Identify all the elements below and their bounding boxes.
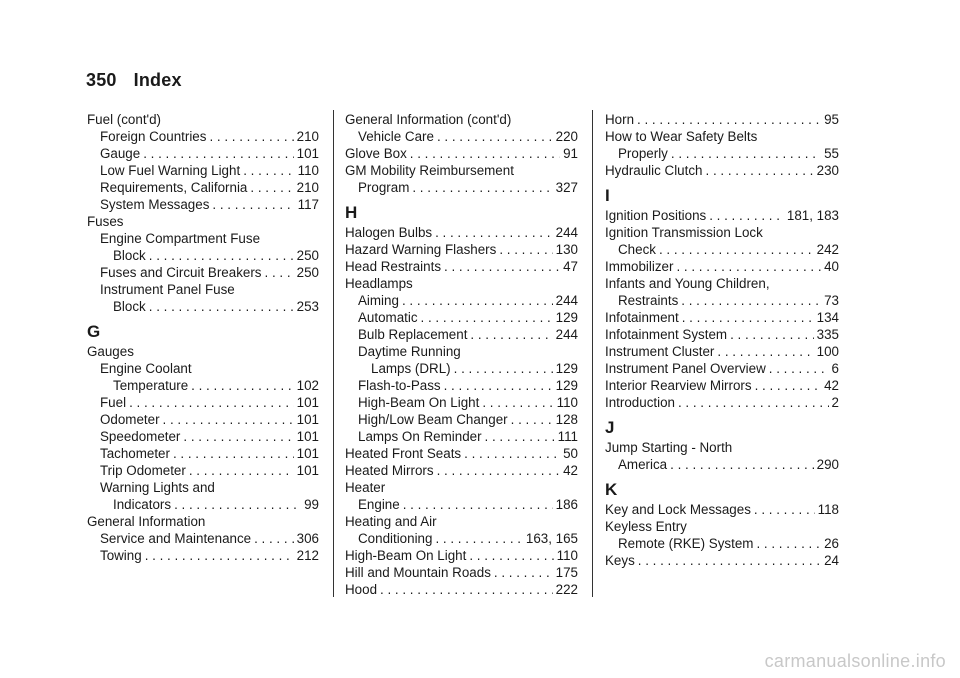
entry-term: Halogen Bulbs	[345, 225, 433, 240]
entry-term: Flash-to-Pass	[358, 378, 441, 393]
entry-term: Engine	[358, 497, 400, 512]
dot-leader	[243, 162, 294, 179]
entry-term: Foreign Countries	[100, 129, 207, 144]
dot-leader	[755, 377, 822, 394]
entry-term: Engine Compartment Fuse	[100, 231, 261, 246]
entry-term: Interior Rearview Mirrors	[605, 378, 752, 393]
index-entry	[605, 111, 839, 128]
entry-term: Hydraulic Clutch	[605, 163, 703, 178]
index-entry	[345, 162, 578, 179]
index-entry	[87, 281, 319, 298]
entry-term: Temperature	[113, 378, 189, 393]
index-entry	[345, 530, 578, 547]
dot-leader	[435, 530, 522, 547]
entry-page-ref: 102	[296, 378, 319, 393]
dot-leader	[676, 258, 821, 275]
dot-leader	[145, 547, 294, 564]
dot-leader	[444, 258, 560, 275]
dot-leader	[410, 145, 560, 162]
entry-term: Heating and Air	[345, 514, 437, 529]
index-entry	[605, 326, 839, 343]
index-entry	[345, 179, 578, 196]
dot-leader	[265, 264, 294, 281]
entry-term: Towing	[100, 548, 142, 563]
entry-page-ref: 101	[296, 412, 319, 427]
entry-page-ref: 335	[816, 327, 839, 342]
entry-term: Hill and Mountain Roads	[345, 565, 491, 580]
entry-term: Infotainment System	[605, 327, 728, 342]
index-entry	[345, 224, 578, 241]
index-entry	[87, 547, 319, 564]
entry-term: Instrument Cluster	[605, 344, 715, 359]
entry-term: Ignition Positions	[605, 208, 707, 223]
entry-term: Daytime Running	[358, 344, 461, 359]
entry-page-ref: 2	[831, 395, 839, 410]
index-entry	[605, 241, 839, 258]
entry-page-ref: 250	[296, 265, 319, 280]
index-entry	[605, 377, 839, 394]
index-entry	[87, 247, 319, 264]
dot-leader	[254, 530, 294, 547]
entry-term: Odometer	[100, 412, 160, 427]
entry-term: Keyless Entry	[605, 519, 687, 534]
entry-page-ref: 110	[556, 395, 578, 410]
entry-term: Hazard Warning Flashers	[345, 242, 497, 257]
entry-page-ref: 222	[555, 582, 578, 597]
dot-leader	[149, 247, 294, 264]
index-entry	[605, 394, 839, 411]
index-entry	[345, 513, 578, 530]
entry-page-ref: 117	[297, 197, 319, 212]
entry-term: Glove Box	[345, 146, 407, 161]
dot-leader	[174, 496, 301, 513]
entry-page-ref: 181, 183	[786, 208, 839, 223]
entry-page-ref: 6	[831, 361, 839, 376]
entry-term: Remote (RKE) System	[618, 536, 754, 551]
index-entry	[605, 292, 839, 309]
entry-term: Requirements, California	[100, 180, 248, 195]
index-column-3	[605, 111, 839, 569]
column-divider	[333, 110, 334, 597]
dot-leader	[511, 411, 553, 428]
entry-page-ref: 91	[563, 146, 578, 161]
entry-page-ref: 175	[555, 565, 578, 580]
index-entry	[87, 343, 319, 360]
dot-leader	[183, 428, 293, 445]
entry-term: Head Restraints	[345, 259, 442, 274]
entry-term: How to Wear Safety Belts	[605, 129, 758, 144]
index-entry	[87, 428, 319, 445]
dot-leader	[403, 496, 553, 513]
dot-leader	[769, 360, 829, 377]
entry-term: Check	[618, 242, 656, 257]
entry-term: Gauges	[87, 344, 134, 359]
entry-term: Tachometer	[100, 446, 170, 461]
entry-page-ref: 118	[817, 502, 839, 517]
entry-term: Infants and Young Children,	[605, 276, 770, 291]
index-entry	[87, 145, 319, 162]
entry-term: Speedometer	[100, 429, 181, 444]
entry-page-ref: 26	[824, 536, 839, 551]
index-entry	[345, 394, 578, 411]
entry-page-ref: 110	[556, 548, 578, 563]
section-letter: I	[605, 186, 610, 205]
index-entry	[345, 547, 578, 564]
entry-term: General Information	[87, 514, 206, 529]
entry-term: Fuel	[100, 395, 127, 410]
index-entry	[87, 479, 319, 496]
entry-term: Automatic	[358, 310, 418, 325]
entry-page-ref: 129	[555, 310, 578, 325]
entry-term: Fuel (cont'd)	[87, 112, 162, 127]
index-entry	[87, 264, 319, 281]
page-header	[86, 70, 182, 91]
entry-term: Engine Coolant	[100, 361, 192, 376]
index-entry	[87, 530, 319, 547]
index-entry	[345, 581, 578, 598]
index-entry	[605, 207, 839, 224]
entry-page-ref: 210	[296, 129, 319, 144]
dot-leader	[730, 326, 814, 343]
entry-term: Keys	[605, 553, 635, 568]
index-entry	[345, 479, 578, 496]
entry-page-ref: 111	[557, 429, 578, 444]
index-entry	[605, 439, 839, 456]
entry-term: Instrument Panel Fuse	[100, 282, 235, 297]
index-entry	[345, 564, 578, 581]
section-letter: K	[605, 480, 618, 499]
entry-page-ref: 99	[304, 497, 319, 512]
entry-term: Lamps On Reminder	[358, 429, 482, 444]
entry-term: Infotainment	[605, 310, 679, 325]
dot-leader	[435, 224, 553, 241]
entry-term: Warning Lights and	[100, 480, 215, 495]
entry-page-ref: 290	[816, 457, 839, 472]
entry-term: Aiming	[358, 293, 399, 308]
index-entry	[345, 496, 578, 513]
entry-term: Bulb Replacement	[358, 327, 468, 342]
entry-term: Immobilizer	[605, 259, 674, 274]
dot-leader	[678, 394, 829, 411]
dot-leader	[212, 196, 294, 213]
dot-leader	[444, 377, 553, 394]
entry-page-ref: 40	[824, 259, 839, 274]
index-entry	[345, 258, 578, 275]
index-entry	[87, 179, 319, 196]
dot-leader	[149, 298, 294, 315]
index-column-1	[87, 111, 319, 564]
dot-leader	[250, 179, 293, 196]
entry-page-ref: 129	[555, 361, 578, 376]
dot-leader	[756, 535, 821, 552]
index-entry	[345, 326, 578, 343]
entry-term: Indicators	[113, 497, 172, 512]
dot-leader	[173, 445, 294, 462]
entry-term: Properly	[618, 146, 668, 161]
entry-term: General Information (cont'd)	[345, 112, 512, 127]
dot-leader	[637, 111, 821, 128]
index-entry	[87, 213, 319, 230]
dot-leader	[482, 394, 553, 411]
page-title: Index	[133, 70, 182, 90]
index-entry	[605, 456, 839, 473]
dot-leader	[681, 292, 821, 309]
index-entry	[605, 258, 839, 275]
dot-leader	[470, 326, 552, 343]
entry-page-ref: 244	[555, 327, 578, 342]
index-entry	[605, 360, 839, 377]
index-entry	[87, 445, 319, 462]
entry-term: Headlamps	[345, 276, 413, 291]
index-entry	[605, 309, 839, 326]
section-letter: G	[87, 322, 101, 341]
dot-leader	[454, 360, 553, 377]
index-entry	[605, 552, 839, 569]
entry-term: Trip Odometer	[100, 463, 186, 478]
entry-term: Heated Mirrors	[345, 463, 434, 478]
entry-page-ref: 210	[296, 180, 319, 195]
index-entry	[87, 111, 319, 128]
page-number: 350	[86, 70, 117, 90]
index-entry	[345, 292, 578, 309]
watermark: carmanualsonline.info	[764, 651, 946, 671]
index-entry	[605, 145, 839, 162]
index-entry	[345, 275, 578, 292]
dot-leader	[412, 179, 552, 196]
entry-page-ref: 130	[555, 242, 578, 257]
index-entry	[605, 162, 839, 179]
entry-page-ref: 306	[296, 531, 319, 546]
index-entry	[605, 501, 839, 518]
section-letter: H	[345, 203, 358, 222]
index-entry	[87, 496, 319, 513]
entry-term: Heated Front Seats	[345, 446, 462, 461]
entry-term: System Messages	[100, 197, 210, 212]
index-entry	[87, 230, 319, 247]
index-entry	[345, 241, 578, 258]
index-entry	[87, 377, 319, 394]
dot-leader	[659, 241, 814, 258]
entry-term: High-Beam On Light	[358, 395, 480, 410]
entry-term: GM Mobility Reimbursement	[345, 163, 514, 178]
index-entry	[345, 428, 578, 445]
index-entry	[87, 513, 319, 530]
dot-leader	[209, 128, 293, 145]
entry-page-ref: 186	[555, 497, 578, 512]
index-entry	[605, 275, 839, 292]
entry-page-ref: 101	[296, 446, 319, 461]
entry-term: High-Beam On Light	[345, 548, 467, 563]
entry-term: Gauge	[100, 146, 141, 161]
entry-page-ref: 253	[296, 299, 319, 314]
entry-page-ref: 24	[824, 553, 839, 568]
entry-term: Heater	[345, 480, 386, 495]
entry-term: Jump Starting - North	[605, 440, 733, 455]
index-entry	[87, 462, 319, 479]
entry-page-ref: 101	[296, 395, 319, 410]
dot-leader	[469, 547, 553, 564]
entry-term: Conditioning	[358, 531, 433, 546]
entry-page-ref: 100	[816, 344, 839, 359]
index-entry	[87, 411, 319, 428]
dot-leader	[706, 162, 814, 179]
dot-leader	[437, 462, 561, 479]
dot-leader	[494, 564, 553, 581]
dot-leader	[485, 428, 555, 445]
entry-term: Horn	[605, 112, 635, 127]
dot-leader	[163, 411, 294, 428]
entry-term: Key and Lock Messages	[605, 502, 751, 517]
entry-term: Block	[113, 248, 146, 263]
dot-leader	[671, 145, 821, 162]
index-entry	[87, 196, 319, 213]
entry-page-ref: 50	[563, 446, 578, 461]
entry-page-ref: 220	[555, 129, 578, 144]
index-entry	[345, 360, 578, 377]
column-divider	[592, 110, 593, 597]
entry-term: Lamps (DRL)	[371, 361, 451, 376]
entry-page-ref: 163, 165	[525, 531, 578, 546]
index-entry	[345, 411, 578, 428]
dot-leader	[380, 581, 553, 598]
entry-page-ref: 101	[296, 429, 319, 444]
entry-page-ref: 134	[816, 310, 839, 325]
entry-term: High/Low Beam Changer	[358, 412, 508, 427]
entry-page-ref: 110	[297, 163, 319, 178]
dot-leader	[709, 207, 784, 224]
entry-page-ref: 101	[296, 463, 319, 478]
dot-leader	[437, 128, 553, 145]
entry-term: Restraints	[618, 293, 679, 308]
entry-page-ref: 95	[824, 112, 839, 127]
dot-leader	[129, 394, 294, 411]
index-entry	[345, 343, 578, 360]
entry-page-ref: 55	[824, 146, 839, 161]
dot-leader	[754, 501, 815, 518]
index-entry	[605, 224, 839, 241]
index-entry	[345, 309, 578, 326]
entry-term: Introduction	[605, 395, 675, 410]
entry-page-ref: 244	[555, 293, 578, 308]
entry-page-ref: 128	[555, 412, 578, 427]
entry-term: Fuses and Circuit Breakers	[100, 265, 262, 280]
entry-term: Fuses	[87, 214, 124, 229]
entry-term: Hood	[345, 582, 378, 597]
entry-page-ref: 42	[563, 463, 578, 478]
entry-page-ref: 244	[555, 225, 578, 240]
entry-term: Block	[113, 299, 146, 314]
entry-page-ref: 212	[296, 548, 319, 563]
dot-leader	[499, 241, 552, 258]
entry-page-ref: 42	[824, 378, 839, 393]
dot-leader	[191, 377, 293, 394]
index-entry	[87, 128, 319, 145]
entry-term: Instrument Panel Overview	[605, 361, 766, 376]
index-entry	[345, 145, 578, 162]
entry-page-ref: 47	[563, 259, 578, 274]
entry-term: Program	[358, 180, 410, 195]
dot-leader	[464, 445, 560, 462]
entry-page-ref: 129	[555, 378, 578, 393]
index-entry	[87, 394, 319, 411]
index-entry	[345, 445, 578, 462]
index-entry	[605, 343, 839, 360]
entry-term: Ignition Transmission Lock	[605, 225, 763, 240]
dot-leader	[682, 309, 814, 326]
index-entry	[87, 360, 319, 377]
index-entry	[605, 518, 839, 535]
entry-term: America	[618, 457, 668, 472]
dot-leader	[421, 309, 553, 326]
entry-page-ref: 242	[816, 242, 839, 257]
index-entry	[345, 128, 578, 145]
dot-leader	[189, 462, 294, 479]
index-entry	[605, 535, 839, 552]
index-entry	[345, 462, 578, 479]
entry-page-ref: 73	[824, 293, 839, 308]
section-letter: J	[605, 418, 615, 437]
dot-leader	[638, 552, 821, 569]
index-entry	[605, 128, 839, 145]
dot-leader	[670, 456, 814, 473]
index-column-2	[345, 111, 578, 598]
entry-page-ref: 230	[816, 163, 839, 178]
index-entry	[345, 111, 578, 128]
dot-leader	[717, 343, 813, 360]
index-entry	[345, 377, 578, 394]
dot-leader	[402, 292, 553, 309]
entry-term: Vehicle Care	[358, 129, 434, 144]
dot-leader	[143, 145, 293, 162]
entry-page-ref: 101	[296, 146, 319, 161]
entry-page-ref: 327	[555, 180, 578, 195]
index-entry	[87, 298, 319, 315]
entry-term: Service and Maintenance	[100, 531, 252, 546]
entry-term: Low Fuel Warning Light	[100, 163, 241, 178]
index-entry	[87, 162, 319, 179]
entry-page-ref: 250	[296, 248, 319, 263]
